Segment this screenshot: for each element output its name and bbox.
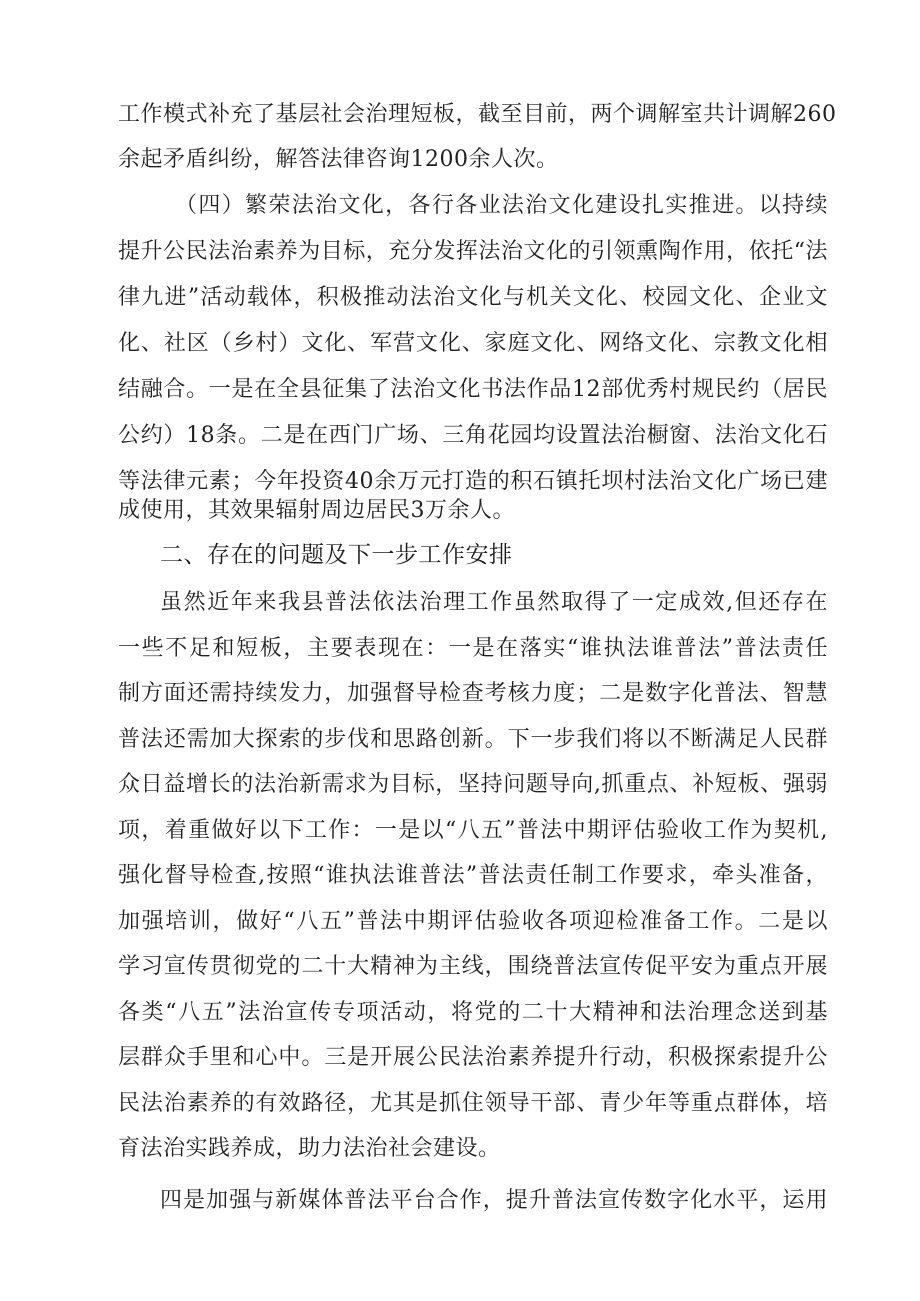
paragraph-line: 层群众手里和心中。三是开展公民法治素养提升行动，积极探索提升公 [118, 1045, 828, 1070]
paragraph-line: 律九进”活动载体，积极推动法治文化与机关文化、校园文化、企业文 [118, 285, 828, 310]
paragraph-line: 提升公民法治素养为目标，充分发挥法治文化的引领熏陶作用，依托“法 [118, 239, 828, 264]
paragraph-line: 各类“八五”法治宣传专项活动，将党的二十大精神和法治理念送到基 [118, 1000, 828, 1025]
paragraph-line: （四）繁荣法治文化，各行各业法治文化建设扎实推进。以持续 [175, 193, 828, 218]
paragraph-line: 强化督导检查,按照“谁执法谁普法”普法责任制工作要求，牵头准备， [118, 863, 828, 888]
paragraph-line: 一些不足和短板，主要表现在：一是在落实“谁执法谁普法”普法责任 [118, 636, 828, 661]
paragraph-line: 学习宣传贯彻党的二十大精神为主线，围绕普法宣传促平安为重点开展 [118, 954, 828, 979]
paragraph-line: 工作模式补充了基层社会治理短板，截至目前，两个调解室共计调解260 [118, 102, 837, 127]
paragraph-line: 结融合。一是在全县征集了法治文化书法作品12部优秀村规民约（居民 [118, 377, 828, 402]
paragraph-line: 虽然近年来我县普法依法治理工作虽然取得了一定成效,但还存在 [160, 590, 828, 615]
paragraph-line: 余起矛盾纠纷，解答法律咨询1200余人次。 [118, 147, 559, 172]
paragraph-line: 等法律元素；今年投资40余万元打造的积石镇托坝村法治文化广场已建 [118, 469, 828, 494]
paragraph-line: 制方面还需持续发力，加强督导检查考核力度；二是数字化普法、智慧 [118, 681, 828, 706]
paragraph-line: 民法治素养的有效路径，尤其是抓住领导干部、青少年等重点群体，培 [118, 1091, 828, 1116]
paragraph-line: 普法还需加大探索的步伐和思路创新。下一步我们将以不断满足人民群 [118, 727, 828, 752]
paragraph-line: 成使用，其效果辐射周边居民3万余人。 [118, 498, 515, 523]
paragraph-line: 项，着重做好以下工作：一是以“八五”普法中期评估验收工作为契机, [118, 818, 828, 843]
paragraph-line: 化、社区（乡村）文化、军营文化、家庭文化、网络文化、宗教文化相 [118, 331, 828, 356]
paragraph-line: 公约）18条。二是在西门广场、三角花园均设置法治橱窗、法治文化石 [118, 423, 828, 448]
paragraph-line: 加强培训，做好“八五”普法中期评估验收各项迎检准备工作。二是以 [118, 909, 828, 934]
paragraph-line: 四是加强与新媒体普法平台合作，提升普法宣传数字化水平，运用 [160, 1188, 828, 1213]
section-heading: 二、存在的问题及下一步工作安排 [160, 542, 513, 568]
paragraph-line: 育法治实践养成，助力法治社会建设。 [118, 1136, 501, 1161]
paragraph-line: 众日益增长的法治新需求为目标，坚持问题导向,抓重点、补短板、强弱 [118, 772, 828, 797]
